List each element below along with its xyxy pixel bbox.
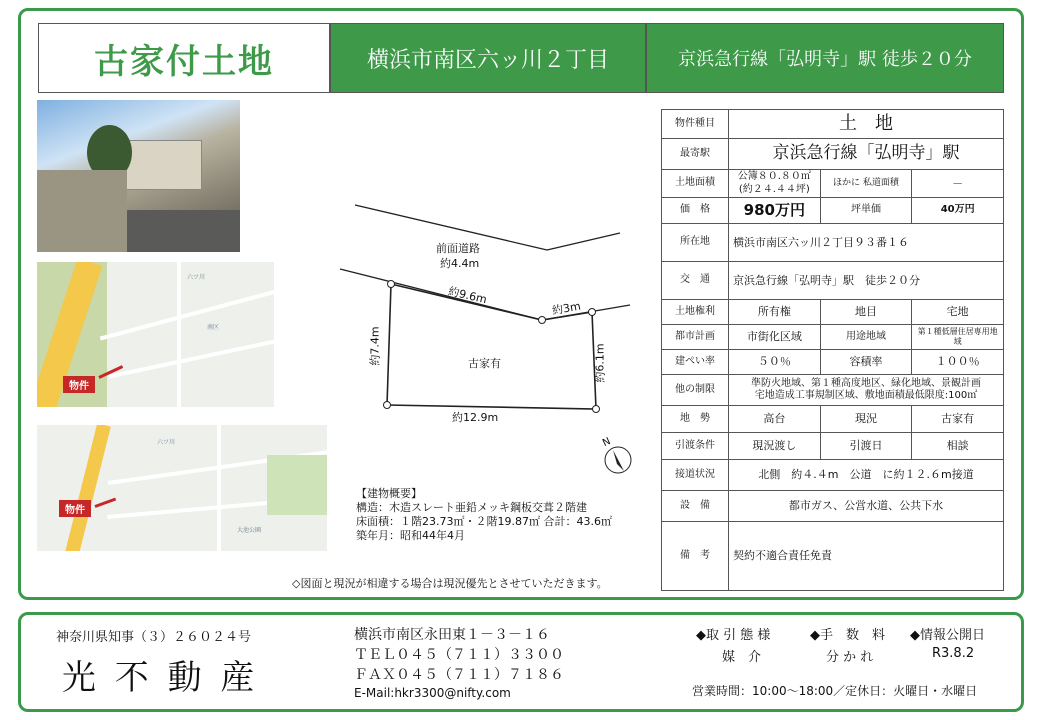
right-label: 土地権利 xyxy=(662,300,729,325)
road-edge-top-right xyxy=(547,233,620,250)
handover-value: 現況渡し xyxy=(729,433,821,460)
road-label: 接道状況 xyxy=(662,460,729,491)
road-width-label: 約4.4m xyxy=(440,257,480,270)
company-fax: ＦＡＸ０４５（７１１）７１８６ xyxy=(354,667,564,683)
tsubo-value: 40万円 xyxy=(912,198,1004,224)
address-label: 所在地 xyxy=(662,224,729,262)
map2-pin-arrow xyxy=(94,498,116,508)
north-label: N xyxy=(601,435,613,450)
fee-value: 分 か れ xyxy=(826,650,874,665)
front-road-label: 前面道路 xyxy=(436,242,480,255)
lot-inside-label: 古家有 xyxy=(468,357,501,370)
license-number: 神奈川県知事（３）２６０２４号 xyxy=(56,630,252,645)
building-structure: 構造：木造スレート亜鉛メッキ鋼板交葺２階建 xyxy=(356,501,587,514)
price-value: 980万円 xyxy=(729,198,821,224)
plan-value: 市街化区域 xyxy=(729,325,821,350)
limits-value-line2: 宅地造成工事規制区域、敷地面積最低限度:100㎡ xyxy=(754,390,978,401)
remarks-label: 備 考 xyxy=(662,522,729,591)
property-type-title: 古家付土地 xyxy=(94,41,274,82)
side-top-label: 約9.6m xyxy=(446,284,489,307)
station-label: 最寄駅 xyxy=(662,139,729,170)
lot-corner xyxy=(589,309,596,316)
side-top-short-label: 約3m xyxy=(551,299,582,318)
header-location xyxy=(330,23,646,93)
access-title: 京浜急行線「弘明寺」駅 徒歩２０分 xyxy=(678,49,972,70)
transport-label: 交 通 xyxy=(662,262,729,300)
far-label: 容積率 xyxy=(820,350,912,375)
location-title: 横浜市南区六ッ川２丁目 xyxy=(366,47,609,73)
limits-value-line1: 準防火地域、第１種高度地区、緑化地域、景観計画 xyxy=(751,377,981,389)
bcr-label: 建ぺい率 xyxy=(662,350,729,375)
fee-label: ◆手 数 料 xyxy=(810,628,885,643)
lot-corner xyxy=(388,281,395,288)
area-label: 土地面積 xyxy=(662,170,729,198)
facility-label: 設 備 xyxy=(662,491,729,522)
kind-value: 土 地 xyxy=(729,110,1004,139)
transport-value: 京浜急行線「弘明寺」駅 徒歩２０分 xyxy=(729,262,1004,300)
company-name: 光 不 動 産 xyxy=(62,658,259,698)
handover-date-value: 相談 xyxy=(912,433,1004,460)
terrain-value: 高台 xyxy=(729,406,821,433)
private-road-value: － xyxy=(912,170,1004,198)
status-label: 現況 xyxy=(820,406,912,433)
disclaimer-note: ◇図面と現況が相違する場合は現況優先とさせていただきます。 xyxy=(292,577,608,590)
handover-label: 引渡条件 xyxy=(662,433,729,460)
bcr-value: ５０％ xyxy=(729,350,821,375)
kind-label: 物件種目 xyxy=(662,110,729,139)
zone-label: 用途地域 xyxy=(820,325,912,350)
chimoku-label: 地目 xyxy=(820,300,912,325)
publish-label: ◆情報公開日 xyxy=(910,628,985,643)
side-left-label: 約7.4m xyxy=(368,326,382,366)
photo-house xyxy=(122,140,202,190)
side-right-label: 約6.1m xyxy=(593,343,607,383)
lot-corner xyxy=(593,406,600,413)
company-tel: ＴＥＬ０４５（７１１）３３００ xyxy=(354,647,564,663)
station-value: 京浜急行線「弘明寺」駅 xyxy=(729,139,1004,170)
company-address: 横浜市南区永田東１－３－１６ xyxy=(354,627,550,643)
chimoku-value: 宅地 xyxy=(912,300,1004,325)
lot-corner xyxy=(539,317,546,324)
status-value: 古家有 xyxy=(912,406,1004,433)
handover-date-label: 引渡日 xyxy=(820,433,912,460)
right-value: 所有権 xyxy=(729,300,821,325)
building-built: 築年月：昭和44年4月 xyxy=(356,529,465,542)
header-access xyxy=(646,23,1004,93)
business-hours: 営業時間：10:00～18:00／定休日：火曜日・水曜日 xyxy=(692,684,978,698)
far-value: １００％ xyxy=(912,350,1004,375)
side-bottom-label: 約12.9m xyxy=(452,411,499,424)
terrain-label: 地 勢 xyxy=(662,406,729,433)
limits-label: 他の制限 xyxy=(662,375,729,406)
map1-pin-label: 物件 xyxy=(63,376,95,393)
area-map-wide: 六ツ川 大池公園 物件 xyxy=(37,425,327,551)
lot-corner xyxy=(384,402,391,409)
facility-value: 都市ガス、公営水道、公共下水 xyxy=(729,491,1004,522)
plan-label: 都市計画 xyxy=(662,325,729,350)
building-title: 【建物概要】 xyxy=(356,487,422,500)
publish-value: R3.8.2 xyxy=(932,646,975,661)
zone-value: 第１種低層住居専用地域 xyxy=(912,325,1004,350)
property-photo xyxy=(37,100,240,252)
area-value: 公簿８０.８０㎡(約２４.４４坪) xyxy=(729,170,821,198)
company-email: E-Mail:hkr3300@nifty.com xyxy=(354,686,511,700)
remarks-value: 契約不適合責任免責 xyxy=(729,522,1004,591)
spec-table xyxy=(661,109,1004,591)
deal-value: 媒 介 xyxy=(722,650,762,665)
header-type xyxy=(38,23,330,93)
address-value: 横浜市南区六ッ川２丁目９３番１６ xyxy=(729,224,1004,262)
tsubo-label: 坪単価 xyxy=(820,198,912,224)
limits-value xyxy=(729,375,1004,406)
area-map-detail: 六ツ川 南区 物件 xyxy=(37,262,274,407)
photo-wall xyxy=(37,170,127,252)
building-floor-area: 床面積：１階23.73㎡・２階19.87㎡ 合計：43.6㎡ xyxy=(356,515,612,528)
price-label: 価 格 xyxy=(662,198,729,224)
deal-label: ◆取 引 態 様 xyxy=(696,628,771,643)
photo-road xyxy=(127,210,240,252)
map2-pin-label: 物件 xyxy=(59,500,91,517)
road-value: 北側 約４.４m 公道 に約１２.６m接道 xyxy=(729,460,1004,491)
private-road-label: ほかに 私道面積 xyxy=(820,170,912,198)
